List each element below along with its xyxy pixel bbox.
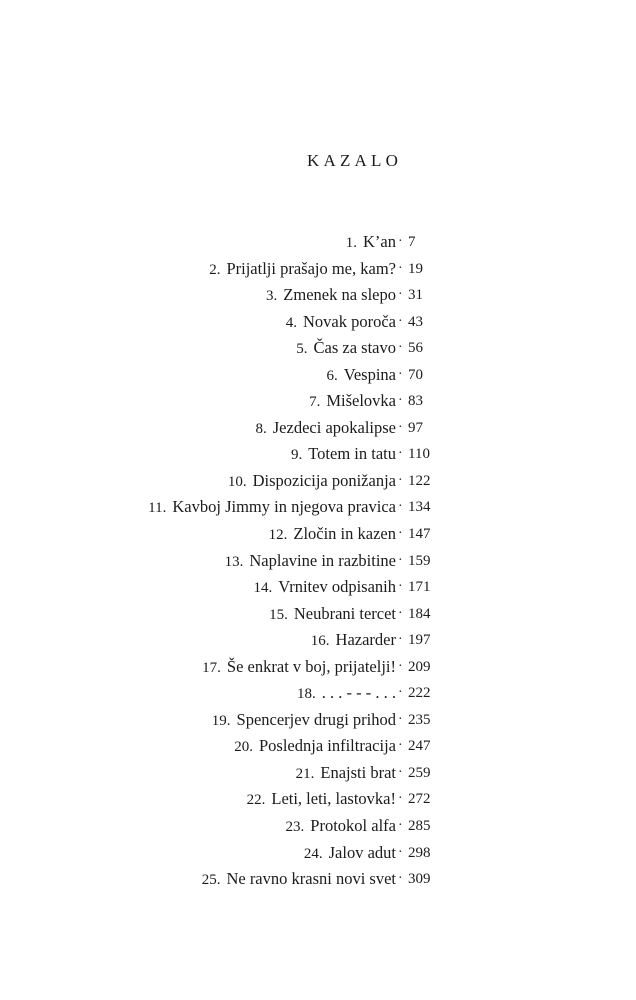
toc-separator: · xyxy=(398,472,403,488)
toc-entry xyxy=(0,415,636,442)
chapter-title: Še enkrat v boj, prijatelji! xyxy=(226,656,396,676)
toc-separator: · xyxy=(398,711,403,727)
chapter-number: 4. xyxy=(285,314,297,331)
toc-entry-text xyxy=(209,256,396,284)
toc-separator: · xyxy=(398,658,403,674)
toc-separator: · xyxy=(398,818,403,834)
toc-separator: · xyxy=(398,499,403,515)
chapter-number: 8. xyxy=(255,420,267,437)
chapter-page-number: 184 xyxy=(408,605,431,622)
table-of-contents xyxy=(0,229,636,893)
chapter-page-number: 147 xyxy=(408,526,431,543)
chapter-number: 9. xyxy=(291,447,303,464)
chapter-page-number: 309 xyxy=(408,871,431,888)
chapter-page-number: 259 xyxy=(408,764,431,781)
toc-entry xyxy=(0,362,636,389)
chapter-title: Leti, leti, lastovka! xyxy=(271,789,396,809)
toc-entry xyxy=(0,680,636,707)
toc-separator: · xyxy=(398,579,403,595)
chapter-title: . . . - - - . . . xyxy=(321,683,396,703)
toc-entry xyxy=(0,229,636,256)
toc-entry-text xyxy=(247,786,396,814)
toc-entry xyxy=(0,574,636,601)
toc-entry-text xyxy=(297,680,396,708)
toc-entry xyxy=(0,813,636,840)
chapter-title: Zločin in kazen xyxy=(293,524,396,544)
toc-entry-text xyxy=(309,388,396,416)
toc-entry xyxy=(0,388,636,415)
toc-entry xyxy=(0,654,636,681)
chapter-number: 22. xyxy=(246,792,266,809)
chapter-number: 7. xyxy=(309,394,321,411)
toc-separator: · xyxy=(398,844,403,860)
toc-entry xyxy=(0,468,636,495)
toc-entry xyxy=(0,840,636,867)
chapter-number: 24. xyxy=(303,845,323,862)
chapter-title: Spencerjev drugi prihod xyxy=(236,709,396,729)
chapter-page-number: 209 xyxy=(408,658,431,675)
chapter-page-number: 43 xyxy=(408,313,423,330)
toc-separator: · xyxy=(398,791,403,807)
chapter-number: 20. xyxy=(234,739,253,756)
toc-entry xyxy=(0,256,636,283)
chapter-number: 23. xyxy=(285,819,305,836)
chapter-page-number: 31 xyxy=(408,287,423,304)
chapter-title: Dispozicija ponižanja xyxy=(252,470,396,490)
toc-entry-text xyxy=(304,840,396,868)
toc-separator: · xyxy=(398,738,403,754)
toc-entry xyxy=(0,548,636,575)
toc-separator: · xyxy=(398,871,403,887)
toc-separator: · xyxy=(398,313,403,329)
toc-entry xyxy=(0,866,636,893)
chapter-number: 12. xyxy=(268,527,288,544)
chapter-title: Hazarder xyxy=(335,630,396,650)
chapter-number: 6. xyxy=(326,367,338,384)
chapter-number: 25. xyxy=(201,872,221,889)
toc-entry xyxy=(0,601,636,628)
toc-entry-text xyxy=(291,441,396,469)
toc-entry xyxy=(0,786,636,813)
chapter-page-number: 272 xyxy=(408,791,431,808)
chapter-number: 15. xyxy=(269,606,288,623)
toc-separator: · xyxy=(398,605,403,621)
chapter-page-number: 298 xyxy=(408,844,431,861)
chapter-page-number: 70 xyxy=(408,366,423,383)
chapter-page-number: 110 xyxy=(408,446,430,463)
toc-entry-text xyxy=(296,760,396,788)
chapter-page-number: 134 xyxy=(408,499,431,516)
chapter-title: Mišelovka xyxy=(326,391,396,411)
toc-entry-text xyxy=(296,335,396,363)
chapter-page-number: 197 xyxy=(408,632,431,649)
chapter-number: 16. xyxy=(310,633,330,650)
chapter-title: Kavboj Jimmy in njegova pravica xyxy=(172,497,396,517)
chapter-number: 10. xyxy=(227,473,247,490)
chapter-number: 14. xyxy=(253,580,273,597)
chapter-number: 18. xyxy=(297,686,316,703)
toc-separator: · xyxy=(398,632,403,648)
chapter-number: 17. xyxy=(202,659,221,676)
toc-entry-text xyxy=(202,654,396,682)
chapter-number: 3. xyxy=(266,288,278,305)
toc-entry xyxy=(0,707,636,734)
toc-separator: · xyxy=(398,419,403,435)
toc-entry-text xyxy=(346,229,396,257)
toc-entry xyxy=(0,760,636,787)
chapter-page-number: 159 xyxy=(408,552,431,569)
chapter-title: Ne ravno krasni novi svet xyxy=(226,869,396,889)
toc-entry xyxy=(0,335,636,362)
toc-entry-text xyxy=(269,601,396,629)
toc-separator: · xyxy=(398,287,403,303)
chapter-number: 19. xyxy=(211,712,231,729)
chapter-page-number: 19 xyxy=(408,260,423,277)
chapter-page-number: 122 xyxy=(408,472,431,489)
chapter-page-number: 7 xyxy=(408,234,416,250)
chapter-page-number: 285 xyxy=(408,818,431,835)
toc-entry xyxy=(0,309,636,336)
toc-entry-text xyxy=(228,468,396,496)
chapter-page-number: 171 xyxy=(408,579,431,596)
chapter-page-number: 56 xyxy=(408,340,423,357)
toc-entry-text xyxy=(286,813,396,841)
toc-separator: · xyxy=(398,764,403,780)
toc-entry-text xyxy=(256,415,396,443)
toc-separator: · xyxy=(398,446,403,462)
chapter-title: Vrnitev odpisanih xyxy=(278,577,396,597)
toc-entry-text xyxy=(212,707,396,735)
toc-entry xyxy=(0,494,636,521)
chapter-number: 2. xyxy=(209,261,221,278)
chapter-title: Prijatlji prašajo me, kam? xyxy=(226,258,396,278)
toc-separator: · xyxy=(398,234,403,249)
toc-separator: · xyxy=(398,260,403,276)
toc-entry xyxy=(0,521,636,548)
chapter-number: 11. xyxy=(148,500,167,517)
chapter-title: Jalov adut xyxy=(328,842,396,862)
toc-separator: · xyxy=(398,552,403,568)
chapter-title: Protokol alfa xyxy=(310,816,396,836)
toc-entry-text xyxy=(286,309,396,337)
toc-entry xyxy=(0,733,636,760)
toc-entry-text xyxy=(202,866,396,894)
toc-entry-text xyxy=(254,574,396,602)
toc-separator: · xyxy=(398,340,403,356)
toc-entry xyxy=(0,627,636,654)
chapter-number: 5. xyxy=(296,341,308,358)
toc-entry-text xyxy=(311,627,396,655)
page-title: KAZALO xyxy=(307,151,403,170)
toc-entry-text xyxy=(266,282,396,310)
chapter-number: 1. xyxy=(345,235,358,251)
chapter-title: Naplavine in razbitine xyxy=(249,550,396,570)
chapter-title: Vespina xyxy=(343,364,396,384)
chapter-title: K’an xyxy=(363,232,396,251)
toc-separator: · xyxy=(398,393,403,409)
chapter-number: 21. xyxy=(295,765,315,782)
chapter-page-number: 235 xyxy=(408,711,431,728)
chapter-page-number: 247 xyxy=(408,738,431,755)
chapter-title: Enajsti brat xyxy=(320,762,396,782)
chapter-page-number: 97 xyxy=(408,419,423,436)
chapter-number: 13. xyxy=(224,553,244,570)
chapter-title: Totem in tatu xyxy=(308,444,396,464)
toc-separator: · xyxy=(398,526,403,542)
chapter-title: Neubrani tercet xyxy=(293,603,396,623)
chapter-page-number: 222 xyxy=(408,685,431,702)
chapter-title: Novak poroča xyxy=(302,311,396,331)
chapter-title: Poslednja infiltracija xyxy=(258,736,396,756)
chapter-title: Jezdeci apokalipse xyxy=(272,417,396,437)
chapter-title: Zmenek na slepo xyxy=(283,285,396,305)
chapter-title: Čas za stavo xyxy=(313,338,396,358)
toc-entry xyxy=(0,441,636,468)
toc-entry-text xyxy=(148,494,396,522)
chapter-page-number: 83 xyxy=(408,393,423,410)
toc-entry xyxy=(0,282,636,309)
toc-entry-text xyxy=(269,521,396,549)
toc-separator: · xyxy=(398,685,403,701)
toc-entry-text xyxy=(234,733,396,761)
toc-entry-text xyxy=(225,548,396,576)
toc-entry-text xyxy=(327,362,397,390)
toc-separator: · xyxy=(398,366,403,382)
